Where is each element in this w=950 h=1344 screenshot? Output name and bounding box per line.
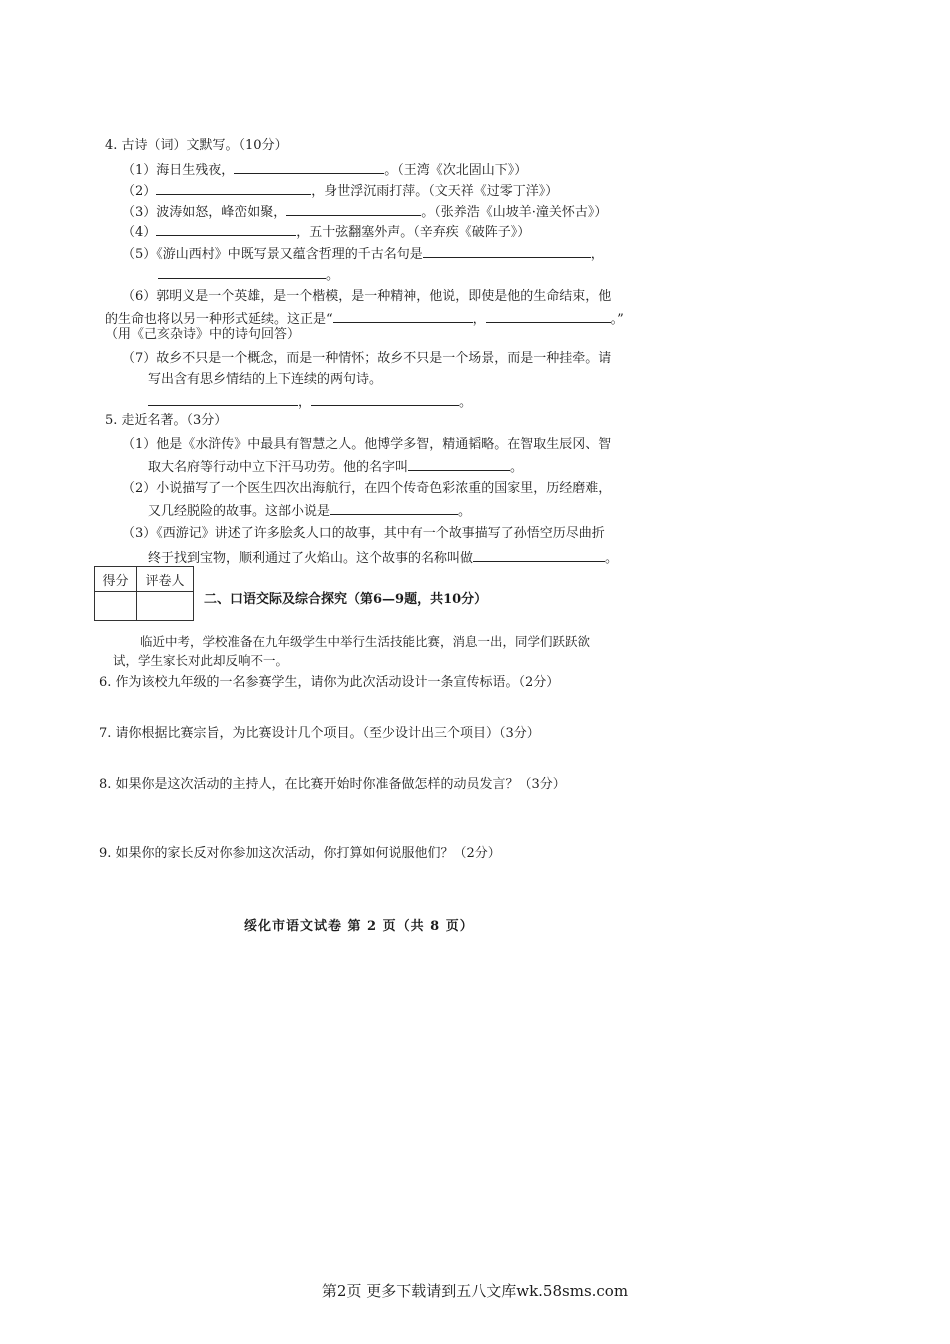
q5-heading: 5. 走近名著。（3分） [105,413,228,428]
score-table [94,566,194,621]
q4-item-5-cont: 。 [158,265,339,285]
q4-item-7-line2: 写出含有思乡情结的上下连续的两句诗。 [148,372,383,387]
question-9: 9. 如果你的家长反对你参加这次活动，你打算如何说服他们？（2分） [99,846,501,861]
site-footer: 第2页 更多下载请到五八文库wk.58sms.com [321,1282,629,1300]
q4-heading: 4. 古诗（词）文默写。（10分） [105,138,288,153]
page-footer: 绥化市语文试卷 第 2 页（共 8 页） [244,919,474,934]
score-cell[interactable] [95,592,137,621]
score-header: 得分 [95,567,137,592]
q4-item-1: （1）海日生残夜， 。（王湾《次北固山下》） [122,160,527,180]
q4-item-2: （2） ，身世浮沉雨打萍。（文天祥《过零丁洋》） [122,181,558,201]
section-2-intro-line2: 试，学生家长对此却反响不一。 [113,653,289,668]
q4-item-4: （4） ，五十弦翻塞外声。（辛弃疾《破阵子》） [122,222,530,242]
grader-header: 评卷人 [137,567,194,592]
q4-item-6-line1: （6）郭明义是一个英雄，是一个楷模，是一种精神，他说，即使是他的生命结束，他 [122,289,612,304]
section-2-intro-line1: 临近中考，学校准备在九年级学生中举行生活技能比赛，消息一出，同学们跃跃欲 [140,634,591,649]
answer-blank[interactable] [158,265,326,279]
answer-blank[interactable] [156,222,296,236]
q4-item-3: （3）波涛如怒，峰峦如聚， 。（张养浩《山坡羊·潼关怀古》） [122,202,607,222]
q4-item-7-line1: （7）故乡不只是一个概念，而是一种情怀；故乡不只是一个场景，而是一种挂牵。请 [122,351,612,366]
answer-blank[interactable] [408,457,510,471]
q4-item-6-line3: （用《己亥杂诗》中的诗句回答） [105,327,301,342]
answer-blank[interactable] [473,548,605,562]
answer-blank[interactable] [486,309,611,323]
question-7: 7. 请你根据比赛宗旨，为比赛设计几个项目。（至少设计出三个项目）（3分） [99,726,540,741]
q5-item-2-line2: 又几经脱险的故事。这部小说是 。 [148,501,471,521]
answer-blank[interactable] [286,202,421,216]
q4-item-7-line3: ， 。 [148,392,472,412]
q4-item-6-line2: 的生命也将以另一种形式延续。这正是“ ， 。” [105,309,624,329]
answer-blank[interactable] [156,181,311,195]
answer-blank[interactable] [330,501,458,515]
grader-cell[interactable] [137,592,194,621]
answer-blank[interactable] [333,309,473,323]
q4-item-5: （5）《游山西村》中既写景又蕴含哲理的千古名句是 ， [122,244,604,264]
q5-item-1-line2: 取大名府等行动中立下汗马功劳。他的名字叫 。 [148,457,523,477]
q5-item-3-line1: （3）《西游记》讲述了许多脍炙人口的故事，其中有一个故事描写了孙悟空历尽曲折 [122,526,605,541]
answer-blank[interactable] [148,392,298,406]
question-8: 8. 如果你是这次活动的主持人，在比赛开始时你准备做怎样的动员发言？（3分） [99,777,566,792]
q5-item-1-line1: （1）他是《水浒传》中最具有智慧之人。他博学多智，精通韬略。在智取生辰冈、智 [122,437,612,452]
section-2-title: 二、口语交际及综合探究（第6—9题，共10分） [204,592,488,607]
q5-item-2-line1: （2）小说描写了一个医生四次出海航行，在四个传奇色彩浓重的国家里，历经磨难， [122,481,612,496]
answer-blank[interactable] [423,244,591,258]
answer-blank[interactable] [234,160,384,174]
answer-blank[interactable] [311,392,459,406]
question-6: 6. 作为该校九年级的一名参赛学生，请你为此次活动设计一条宣传标语。（2分） [99,675,560,690]
q5-item-3-line2: 终于找到宝物，顺利通过了火焰山。这个故事的名称叫做 。 [148,548,618,568]
